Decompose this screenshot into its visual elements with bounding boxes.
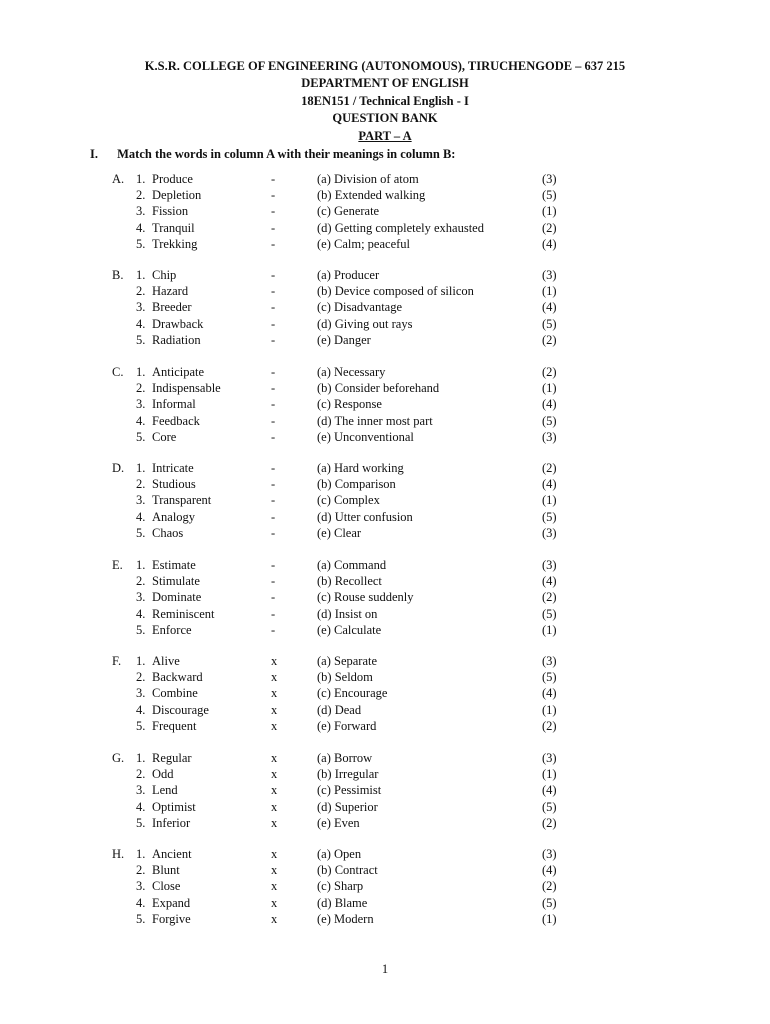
match-separator: x [271, 654, 278, 668]
word-column-a: Intricate [152, 461, 194, 475]
word-column-a: Trekking [152, 236, 198, 251]
match-row [112, 573, 572, 589]
answer-key: (1) [542, 204, 557, 219]
match-row [112, 606, 572, 622]
item-number: 3. [136, 397, 146, 412]
section-label: E. [112, 558, 123, 572]
match-section [112, 557, 572, 638]
match-row [112, 509, 572, 525]
item-number: 2. [136, 477, 146, 492]
item-number: 4. [136, 606, 146, 621]
word-column-a: Blunt [152, 863, 180, 878]
match-separator: - [271, 590, 276, 605]
item-number: 4. [136, 413, 146, 428]
word-column-a: Depletion [152, 188, 202, 203]
item-number: 2. [136, 381, 146, 396]
word-column-a: Informal [152, 397, 196, 412]
answer-key: (5) [542, 670, 557, 685]
item-number: 2. [136, 574, 146, 589]
match-separator: - [271, 268, 276, 282]
word-column-a: Ancient [152, 847, 192, 861]
word-column-a: Hazard [152, 284, 189, 299]
match-row [112, 187, 572, 203]
match-separator: - [271, 204, 276, 219]
word-column-a: Tranquil [152, 220, 195, 235]
match-separator: x [271, 847, 278, 861]
question-heading [90, 147, 455, 162]
meaning-column-b: (e) Modern [317, 911, 374, 926]
meaning-column-b: (b) Contract [317, 863, 378, 878]
meaning-column-b: (a) Hard working [317, 461, 404, 475]
answer-key: (3) [542, 525, 557, 540]
item-number: 5. [136, 236, 146, 251]
word-column-a: Frequent [152, 718, 197, 733]
match-section [112, 267, 572, 348]
meaning-column-b: (b) Extended walking [317, 188, 426, 203]
answer-key: (5) [542, 606, 557, 621]
section-label: A. [112, 172, 125, 186]
word-column-a: Feedback [152, 413, 200, 428]
answer-key: (3) [542, 654, 557, 668]
answer-key: (1) [542, 493, 557, 508]
match-row [112, 492, 572, 508]
item-number: 1. [136, 268, 146, 282]
item-number: 5. [136, 429, 146, 444]
word-column-a: Odd [152, 767, 174, 782]
match-row [112, 895, 572, 911]
page-number: 1 [381, 962, 389, 976]
word-column-a: Dominate [152, 590, 202, 605]
item-number: 1. [136, 365, 146, 379]
answer-key: (3) [542, 847, 557, 861]
question-text: Match the words in column A with their meanings in column B: [117, 147, 456, 161]
meaning-column-b: (e) Calm; peaceful [317, 236, 411, 251]
word-column-a: Forgive [152, 911, 191, 926]
match-row [112, 460, 572, 476]
answer-key: (3) [542, 751, 557, 765]
word-column-a: Enforce [152, 622, 192, 637]
answer-key: (4) [542, 863, 557, 878]
match-row [112, 316, 572, 332]
answer-key: (4) [542, 397, 557, 412]
meaning-column-b: (d) Insist on [317, 606, 378, 621]
match-row [112, 846, 572, 862]
item-number: 5. [136, 815, 146, 830]
answer-key: (1) [542, 284, 557, 299]
item-number: 3. [136, 493, 146, 508]
section-label: C. [112, 365, 124, 379]
word-column-a: Breeder [152, 300, 192, 315]
item-number: 4. [136, 799, 146, 814]
match-separator: - [271, 397, 276, 412]
meaning-column-b: (a) Borrow [317, 751, 373, 765]
word-column-a: Estimate [152, 558, 196, 572]
match-section [112, 750, 572, 831]
match-separator: - [271, 413, 276, 428]
item-number: 5. [136, 525, 146, 540]
meaning-column-b: (e) Clear [317, 525, 362, 540]
match-row [112, 171, 572, 187]
document-header [0, 58, 770, 145]
match-separator: - [271, 316, 276, 331]
match-row [112, 702, 572, 718]
word-column-a: Chaos [152, 525, 184, 540]
word-column-a: Core [152, 429, 177, 444]
meaning-column-b: (c) Disadvantage [317, 300, 403, 315]
answer-key: (3) [542, 172, 557, 186]
word-column-a: Indispensable [152, 381, 221, 396]
match-row [112, 429, 572, 445]
answer-key: (4) [542, 477, 557, 492]
match-row [112, 236, 572, 252]
meaning-column-b: (d) Blame [317, 895, 368, 910]
item-number: 2. [136, 767, 146, 782]
word-column-a: Combine [152, 686, 198, 701]
answer-key: (1) [542, 911, 557, 926]
answer-key: (5) [542, 895, 557, 910]
match-separator: x [271, 783, 278, 798]
meaning-column-b: (c) Sharp [317, 879, 364, 894]
item-number: 3. [136, 590, 146, 605]
match-separator: - [271, 622, 276, 637]
answer-key: (5) [542, 799, 557, 814]
answer-key: (2) [542, 879, 557, 894]
match-separator: x [271, 670, 278, 685]
meaning-column-b: (a) Producer [317, 268, 380, 282]
meaning-column-b: (b) Consider beforehand [317, 381, 440, 396]
item-number: 4. [136, 316, 146, 331]
word-column-a: Transparent [152, 493, 212, 508]
match-separator: - [271, 493, 276, 508]
answer-key: (1) [542, 767, 557, 782]
meaning-column-b: (d) Giving out rays [317, 316, 413, 331]
item-number: 1. [136, 847, 146, 861]
meaning-column-b: (a) Necessary [317, 365, 386, 379]
part-heading: PART – A [358, 128, 412, 143]
match-row [112, 878, 572, 894]
meaning-column-b: (d) The inner most part [317, 413, 433, 428]
match-separator: - [271, 461, 276, 475]
meaning-column-b: (c) Generate [317, 204, 380, 219]
match-separator: x [271, 911, 278, 926]
meaning-column-b: (e) Danger [317, 332, 371, 347]
match-separator: x [271, 879, 278, 894]
match-row [112, 669, 572, 685]
word-column-a: Fission [152, 204, 189, 219]
match-section [112, 653, 572, 734]
meaning-column-b: (b) Seldom [317, 670, 373, 685]
section-label: B. [112, 268, 124, 282]
answer-key: (2) [542, 220, 557, 235]
word-column-a: Inferior [152, 815, 191, 830]
meaning-column-b: (c) Response [317, 397, 382, 412]
item-number: 2. [136, 188, 146, 203]
item-number: 1. [136, 751, 146, 765]
meaning-column-b: (a) Command [317, 558, 387, 572]
item-number: 3. [136, 300, 146, 315]
match-separator: x [271, 895, 278, 910]
item-number: 3. [136, 686, 146, 701]
item-number: 1. [136, 654, 146, 668]
match-separator: - [271, 332, 276, 347]
match-row [112, 685, 572, 701]
match-row [112, 782, 572, 798]
meaning-column-b: (d) Dead [317, 702, 362, 717]
match-row [112, 750, 572, 766]
meaning-column-b: (c) Rouse suddenly [317, 590, 414, 605]
item-number: 3. [136, 783, 146, 798]
match-separator: x [271, 799, 278, 814]
item-number: 5. [136, 911, 146, 926]
item-number: 5. [136, 718, 146, 733]
match-separator: - [271, 236, 276, 251]
question-number: I. [90, 147, 98, 161]
word-column-a: Lend [152, 783, 178, 798]
word-column-a: Anticipate [152, 365, 205, 379]
answer-key: (5) [542, 413, 557, 428]
answer-key: (4) [542, 236, 557, 251]
answer-key: (5) [542, 316, 557, 331]
meaning-column-b: (b) Irregular [317, 767, 379, 782]
match-separator: - [271, 606, 276, 621]
department-name: DEPARTMENT OF ENGLISH [301, 76, 469, 91]
answer-key: (3) [542, 429, 557, 444]
answer-key: (4) [542, 574, 557, 589]
document-type: QUESTION BANK [332, 111, 438, 126]
match-row [112, 718, 572, 734]
item-number: 5. [136, 622, 146, 637]
match-separator: - [271, 300, 276, 315]
answer-key: (5) [542, 188, 557, 203]
answer-key: (1) [542, 622, 557, 637]
item-number: 4. [136, 220, 146, 235]
meaning-column-b: (d) Getting completely exhausted [317, 220, 484, 235]
match-row [112, 299, 572, 315]
match-row [112, 332, 572, 348]
match-row [112, 220, 572, 236]
match-separator: x [271, 751, 278, 765]
meaning-column-b: (c) Pessimist [317, 783, 382, 798]
meaning-column-b: (b) Device composed of silicon [317, 284, 474, 299]
course-title: 18EN151 / Technical English - I [301, 93, 469, 108]
word-column-a: Drawback [152, 316, 204, 331]
match-row [112, 283, 572, 299]
meaning-column-b: (c) Complex [317, 493, 380, 508]
match-separator: x [271, 686, 278, 701]
word-column-a: Produce [152, 172, 193, 186]
match-row [112, 364, 572, 380]
match-row [112, 267, 572, 283]
word-column-a: Reminiscent [152, 606, 215, 621]
word-column-a: Regular [152, 751, 192, 765]
answer-key: (2) [542, 815, 557, 830]
match-separator: x [271, 702, 278, 717]
match-section [112, 171, 572, 252]
item-number: 4. [136, 509, 146, 524]
match-separator: - [271, 284, 276, 299]
item-number: 2. [136, 863, 146, 878]
match-section [112, 846, 572, 927]
match-row [112, 557, 572, 573]
word-column-a: Stimulate [152, 574, 200, 589]
item-number: 1. [136, 558, 146, 572]
match-row [112, 766, 572, 782]
match-row [112, 413, 572, 429]
match-separator: - [271, 525, 276, 540]
answer-key: (1) [542, 702, 557, 717]
meaning-column-b: (e) Calculate [317, 622, 382, 637]
item-number: 2. [136, 284, 146, 299]
word-column-a: Chip [152, 268, 177, 282]
match-separator: - [271, 477, 276, 492]
word-column-a: Backward [152, 670, 203, 685]
answer-key: (4) [542, 686, 557, 701]
answer-key: (4) [542, 300, 557, 315]
item-number: 4. [136, 895, 146, 910]
answer-key: (2) [542, 590, 557, 605]
meaning-column-b: (e) Unconventional [317, 429, 414, 444]
match-separator: - [271, 509, 276, 524]
meaning-column-b: (d) Superior [317, 799, 378, 814]
answer-key: (5) [542, 509, 557, 524]
meaning-column-b: (a) Open [317, 847, 362, 861]
section-label: H. [112, 847, 125, 861]
item-number: 3. [136, 204, 146, 219]
meaning-column-b: (e) Even [317, 815, 360, 830]
answer-key: (2) [542, 461, 557, 475]
word-column-a: Discourage [152, 702, 209, 717]
answer-key: (3) [542, 268, 557, 282]
match-section [112, 460, 572, 541]
answer-key: (4) [542, 783, 557, 798]
match-separator: - [271, 558, 276, 572]
answer-key: (1) [542, 381, 557, 396]
meaning-column-b: (b) Recollect [317, 574, 382, 589]
match-separator: x [271, 863, 278, 878]
word-column-a: Expand [152, 895, 191, 910]
match-separator: - [271, 220, 276, 235]
item-number: 3. [136, 879, 146, 894]
meaning-column-b: (e) Forward [317, 718, 377, 733]
section-label: F. [112, 654, 122, 668]
meaning-column-b: (b) Comparison [317, 477, 396, 492]
item-number: 5. [136, 332, 146, 347]
match-row [112, 862, 572, 878]
match-row [112, 203, 572, 219]
match-row [112, 653, 572, 669]
word-column-a: Analogy [152, 509, 196, 524]
item-number: 4. [136, 702, 146, 717]
match-separator: x [271, 718, 278, 733]
match-row [112, 815, 572, 831]
answer-key: (2) [542, 365, 557, 379]
match-row [112, 476, 572, 492]
word-column-a: Optimist [152, 799, 196, 814]
match-row [112, 525, 572, 541]
match-separator: - [271, 429, 276, 444]
section-label: G. [112, 751, 125, 765]
meaning-column-b: (d) Utter confusion [317, 509, 413, 524]
match-separator: x [271, 815, 278, 830]
word-column-a: Close [152, 879, 181, 894]
match-section [112, 364, 572, 445]
match-separator: x [271, 767, 278, 782]
match-row [112, 396, 572, 412]
match-row [112, 799, 572, 815]
meaning-column-b: (c) Encourage [317, 686, 388, 701]
match-separator: - [271, 188, 276, 203]
answer-key: (2) [542, 332, 557, 347]
match-row [112, 911, 572, 927]
word-column-a: Alive [152, 654, 180, 668]
meaning-column-b: (a) Division of atom [317, 172, 419, 186]
answer-key: (3) [542, 558, 557, 572]
answer-key: (2) [542, 718, 557, 733]
match-separator: - [271, 574, 276, 589]
section-label: D. [112, 461, 125, 475]
item-number: 2. [136, 670, 146, 685]
item-number: 1. [136, 461, 146, 475]
meaning-column-b: (a) Separate [317, 654, 378, 668]
match-row [112, 589, 572, 605]
match-separator: - [271, 381, 276, 396]
item-number: 1. [136, 172, 146, 186]
college-name: K.S.R. COLLEGE OF ENGINEERING (AUTONOMOUS), TIRUCHENGODE – 637 215 [144, 59, 626, 73]
match-separator: - [271, 365, 276, 379]
word-column-a: Radiation [152, 332, 201, 347]
match-separator: - [271, 172, 276, 186]
match-row [112, 380, 572, 396]
word-column-a: Studious [152, 477, 196, 492]
match-row [112, 622, 572, 638]
